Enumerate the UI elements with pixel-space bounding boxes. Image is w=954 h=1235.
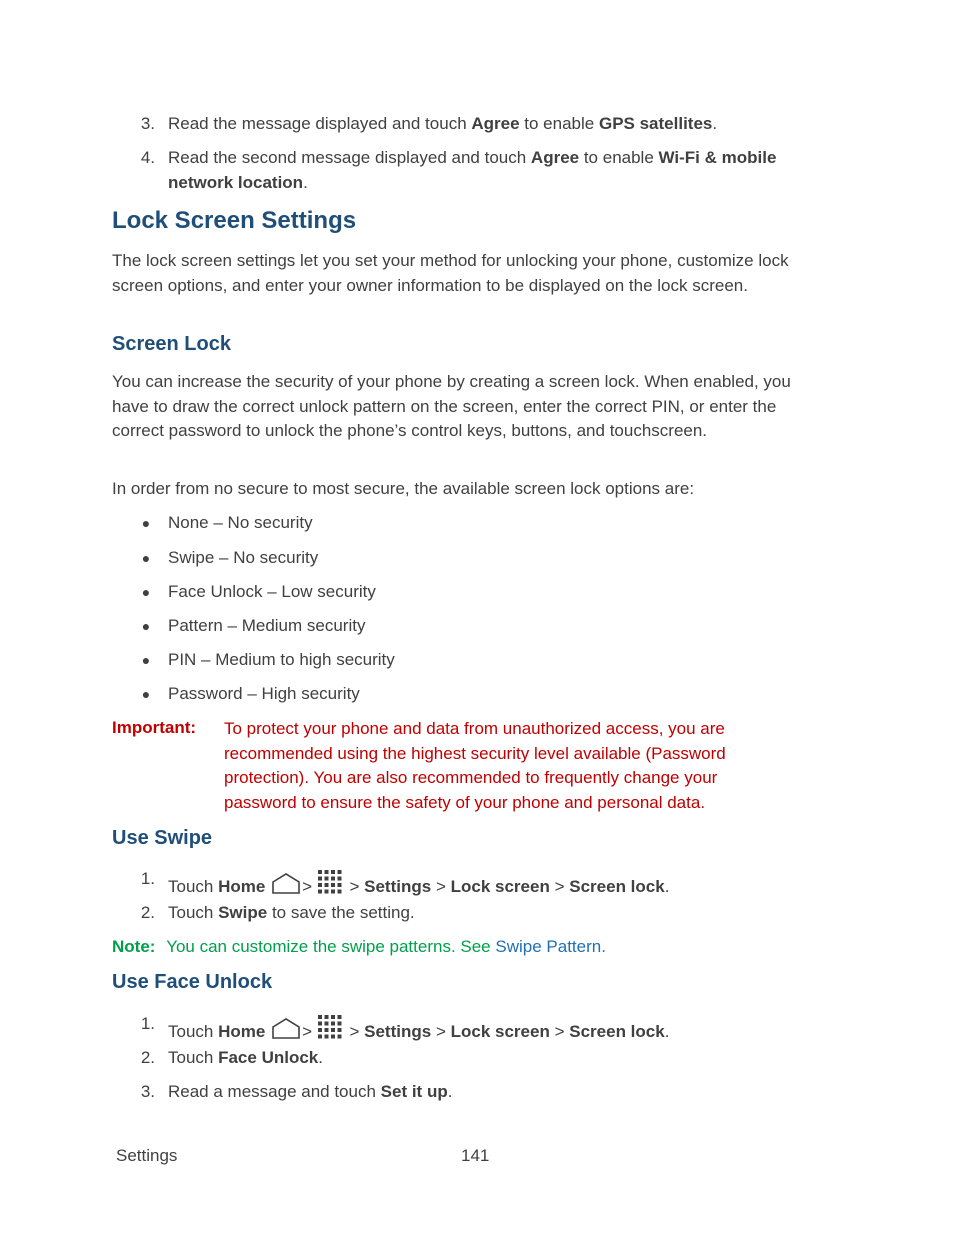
step-number: 3. xyxy=(140,114,155,133)
step-text: Read a message and touch Set it up. xyxy=(168,1082,453,1101)
step-number: 4. xyxy=(140,148,155,167)
bullet-icon: ● xyxy=(141,686,151,702)
apps-grid-icon xyxy=(317,1014,345,1040)
page-number: 141 xyxy=(461,1146,490,1165)
home-icon xyxy=(270,873,302,895)
section-intro: The lock screen settings let you set your method for unlocking your phone, customize lock screen options, and enter your owner information to be displayed on the lock screen. xyxy=(112,251,789,295)
important-label: Important: xyxy=(112,718,197,737)
use-face-unlock-heading: Use Face Unlock xyxy=(112,971,273,993)
screen-lock-heading: Screen Lock xyxy=(112,333,231,355)
note-callout: Note: You can customize the swipe patterns. See Swipe Pattern. xyxy=(112,937,606,956)
step-text: Touch Home > > Settings > Lock screen > Screen lock. xyxy=(168,869,669,897)
bullet-icon: ● xyxy=(141,652,151,668)
step-text-line2: network location. xyxy=(168,173,308,192)
bullet-icon: ● xyxy=(141,550,151,566)
step-number: 2. xyxy=(140,903,155,922)
step-number: 1. xyxy=(140,1014,155,1033)
step-number: 1. xyxy=(140,869,155,888)
step-text: Read the second message displayed and touch Agree to enable Wi-Fi & mobile xyxy=(168,148,777,167)
apps-grid-icon xyxy=(317,869,345,895)
document-page: 3. Read the message displayed and touch Agree to enable GPS satellites. 4. Read the second message displayed and touch Agree to enable Wi-Fi & mobile network location. Lock Screen Settings The lock screen settings let you set your method for unlocking your phone, customize lock screen options, and enter your owner information to be displayed on the lock screen. Screen Lock You can increase the security of your phone by creating a screen lock. When enabled, you have to draw the correct unlock pattern on the screen, enter the correct PIN, or enter the correct password to unlock the phone’s control keys, buttons, and touchscreen. In order from no secure to most secure, the available screen lock options are: ● None – No security ● Swipe – No security ● Face Unlock – Low security ● Pattern – Medium security ● PIN – Medium to high security ● Password – High security Important: To protect your phone and data from unauthorized access, you are recommended using the highest security level available (Password protection). You are also recommended to frequently change your password to ensure the safety of your phone and personal data. Use Swipe 1. Touch Home > > Settings > Lock screen > Screen lock. 2. Touch Swipe to save the setting. Note: You can customize the swipe patterns. See Swipe Pattern. Use Face Unlock 1. Touch Home > > Settings > Lock screen > Screen lock. 2. Touch Face Unlock. 3. Read a message and touch Set it up. Settings 141 xyxy=(0,0,954,1235)
step-text: Touch Face Unlock. xyxy=(168,1048,323,1067)
section-title: Lock Screen Settings xyxy=(112,207,357,234)
step-number: 3. xyxy=(140,1082,155,1101)
important-text: To protect your phone and data from unauthorized access, you are recommended using the highest security level available (Password protection). You are also recommended to frequently change your password to ensure the safety of your phone and personal data. xyxy=(224,719,726,813)
step-number: 2. xyxy=(140,1048,155,1067)
bullet-icon: ● xyxy=(141,515,151,531)
bullet-icon: ● xyxy=(141,618,151,634)
note-text: You can customize the swipe patterns. See xyxy=(166,937,496,956)
step-text: Touch Swipe to save the setting. xyxy=(168,903,415,922)
note-label: Note: xyxy=(112,937,156,956)
step-text: Touch Home > > Settings > Lock screen > Screen lock. xyxy=(168,1014,669,1042)
footer-section-name: Settings xyxy=(116,1146,178,1165)
screen-lock-para1: You can increase the security of your phone by creating a screen lock. When enabled, you have to draw the correct unlock pattern on the screen, enter the correct PIN, or enter the correct password to unlock the phone’s control keys, buttons, and touchscreen. xyxy=(112,372,791,441)
bullet-icon: ● xyxy=(141,584,151,600)
screen-lock-para2: In order from no secure to most secure, the available screen lock options are: xyxy=(112,479,695,498)
use-swipe-heading: Use Swipe xyxy=(112,827,213,849)
home-icon xyxy=(270,1018,302,1040)
swipe-pattern-link[interactable]: Swipe Pattern xyxy=(495,937,602,956)
step-text: Read the message displayed and touch Agree to enable GPS satellites. xyxy=(168,114,718,133)
